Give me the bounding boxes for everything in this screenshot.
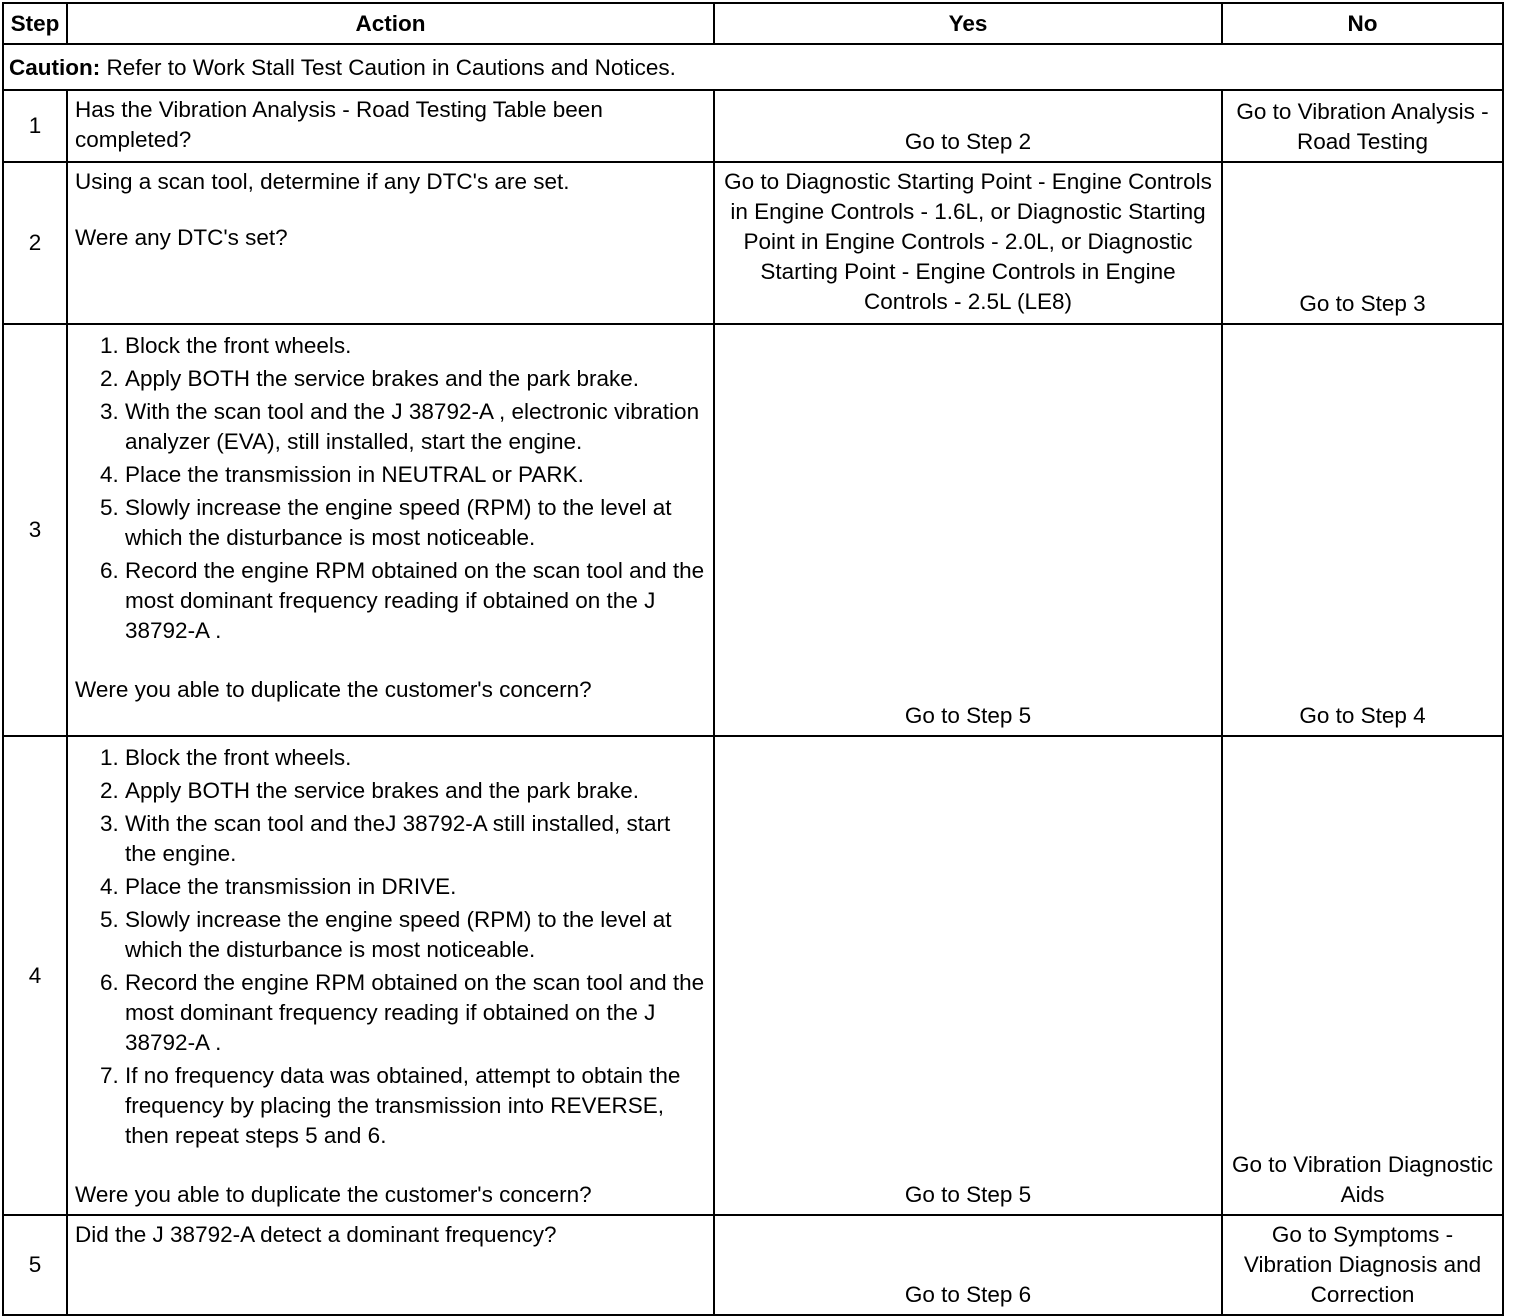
header-action: Action [67, 3, 714, 44]
list-item: 4. Place the transmission in DRIVE. [125, 872, 707, 902]
header-yes: Yes [714, 3, 1222, 44]
yes-result: Go to Step 5 [714, 324, 1222, 736]
action-cell [67, 90, 714, 162]
list-item: 3. With the scan tool and theJ 38792-A still installed, start the engine. [125, 809, 707, 869]
header-step: Step [3, 3, 67, 44]
step-number: 1 [3, 90, 67, 162]
list-item: 6. Record the engine RPM obtained on the scan tool and the most dominant frequency reading if obtained on the J 38792-A . [125, 556, 707, 646]
caution-label: Caution: [9, 55, 101, 80]
list-item: 3. With the scan tool and the J 38792-A , electronic vibration analyzer (EVA), still installed, start the engine. [125, 397, 707, 457]
action-question: Were you able to duplicate the customer's concern? [75, 1182, 592, 1207]
table-row [3, 736, 1503, 1215]
no-result: Go to Step 3 [1222, 162, 1503, 324]
caution-cell [3, 44, 1503, 90]
table-row [3, 162, 1503, 324]
action-intro: Using a scan tool, determine if any DTC's are set. [75, 169, 570, 194]
action-cell [67, 324, 714, 736]
caution-row [3, 44, 1503, 90]
procedure-list [75, 331, 707, 646]
caution-text: Refer to Work Stall Test Caution in Cautions and Notices. [100, 55, 676, 80]
action-cell [67, 1215, 714, 1315]
yes-result: Go to Step 5 [714, 736, 1222, 1215]
action-question: Were any DTC's set? [75, 225, 288, 250]
yes-result: Go to Step 6 [714, 1215, 1222, 1315]
list-item: 6. Record the engine RPM obtained on the scan tool and the most dominant frequency reading if obtained on the J 38792-A . [125, 968, 707, 1058]
list-item: 4. Place the transmission in NEUTRAL or PARK. [125, 460, 707, 490]
list-item: 5. Slowly increase the engine speed (RPM) to the level at which the disturbance is most noticeable. [125, 905, 707, 965]
no-result: Go to Vibration Analysis - Road Testing [1222, 90, 1503, 162]
no-result: Go to Vibration Diagnostic Aids [1222, 736, 1503, 1215]
yes-result: Go to Diagnostic Starting Point - Engine Controls in Engine Controls - 1.6L, or Diagnostic Starting Point in Engine Controls - 2.0L, or Diagnostic Starting Point - Engine Controls in Engine Controls - 2.5L (LE8) [714, 162, 1222, 324]
list-item: 5. Slowly increase the engine speed (RPM) to the level at which the disturbance is most noticeable. [125, 493, 707, 553]
no-result: Go to Step 4 [1222, 324, 1503, 736]
list-item: 1. Block the front wheels. [125, 743, 707, 773]
list-item: 1. Block the front wheels. [125, 331, 707, 361]
procedure-list [75, 743, 707, 1151]
step-number: 3 [3, 324, 67, 736]
header-no: No [1222, 3, 1503, 44]
header-row [3, 3, 1503, 44]
table-row [3, 324, 1503, 736]
diagnostic-table [2, 2, 1504, 1316]
list-item: 7. If no frequency data was obtained, attempt to obtain the frequency by placing the transmission into REVERSE, then repeat steps 5 and 6. [125, 1061, 707, 1151]
yes-result: Go to Step 2 [714, 90, 1222, 162]
action-question: Has the Vibration Analysis - Road Testing Table been completed? [75, 97, 603, 152]
list-item: 2. Apply BOTH the service brakes and the park brake. [125, 776, 707, 806]
action-cell [67, 162, 714, 324]
action-cell [67, 736, 714, 1215]
step-number: 2 [3, 162, 67, 324]
step-number: 5 [3, 1215, 67, 1315]
action-question: Did the J 38792-A detect a dominant frequency? [75, 1222, 557, 1247]
list-item: 2. Apply BOTH the service brakes and the park brake. [125, 364, 707, 394]
table-row [3, 90, 1503, 162]
action-question: Were you able to duplicate the customer's concern? [75, 677, 592, 702]
no-result: Go to Symptoms - Vibration Diagnosis and Correction [1222, 1215, 1503, 1315]
step-number: 4 [3, 736, 67, 1215]
table-row [3, 1215, 1503, 1315]
